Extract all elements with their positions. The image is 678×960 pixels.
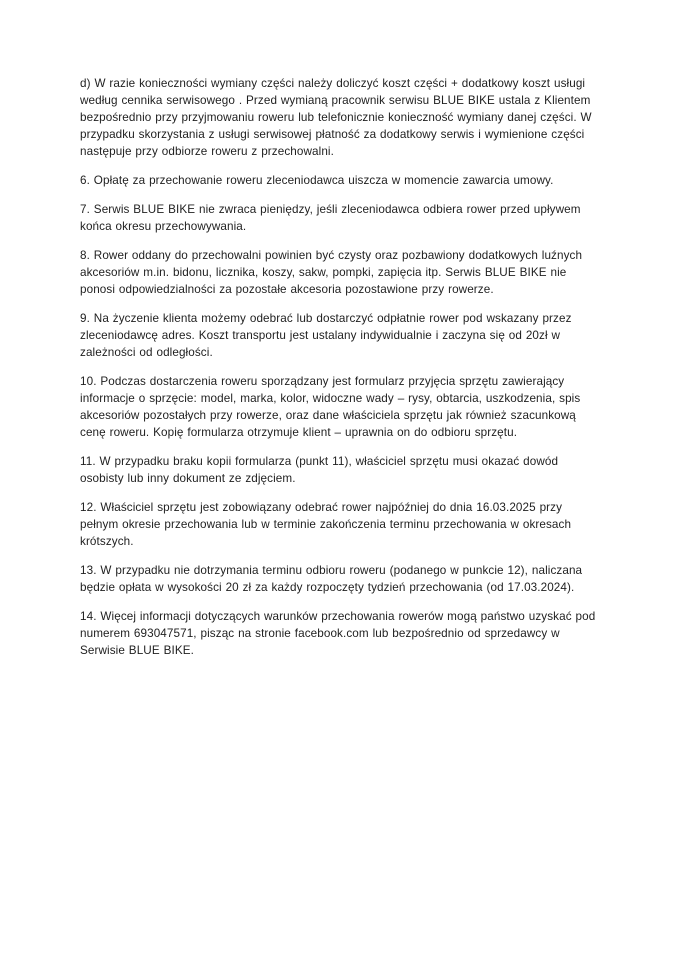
paragraph-11: 11. W przypadku braku kopii formularza (punkt 11), właściciel sprzętu musi okazać dowód osobisty lub inny dokument ze zdjęciem.	[80, 455, 559, 485]
paragraph-13: 13. W przypadku nie dotrzymania terminu odbioru roweru (podanego w punkcie 12), naliczana będzie opłata w wysokości 20 zł za każdy rozpoczęty tydzień przechowania (od 17.03.2024).	[80, 564, 583, 594]
paragraph-9: 9. Na życzenie klienta możemy odebrać lub dostarczyć odpłatnie rower pod wskazany przez zleceniodawcę adres. Koszt transportu jest ustalany indywidualnie i zaczyna się od 20zł w zależności od odległości.	[80, 312, 572, 359]
paragraph-d: d) W razie konieczności wymiany części należy doliczyć koszt części + dodatkowy koszt usługi według cennika serwisowego . Przed wymianą pracownik serwisu BLUE BIKE ustala z Klientem bezpośrednio przy przyjmowaniu roweru lub telefonicznie konieczność wymiany danej części. W przypadku skorzystania z usługi serwisowej płatność za dodatkowy serwis i wymienione części następuje przy odbiorze roweru z przechowalni.	[80, 77, 592, 158]
document-body	[80, 75, 602, 671]
paragraph-8: 8. Rower oddany do przechowalni powinien być czysty oraz pozbawiony dodatkowych luźnych akcesoriów m.in. bidonu, licznika, koszy, sakw, pompki, zapięcia itp. Serwis BLUE BIKE nie ponosi odpowiedzialności za pozostałe akcesoria pozostawione przy rowerze.	[80, 249, 583, 296]
paragraph-6: 6. Opłatę za przechowanie roweru zleceniodawca uiszcza w momencie zawarcia umowy.	[80, 174, 554, 187]
paragraph-7: 7. Serwis BLUE BIKE nie zwraca pieniędzy, jeśli zleceniodawca odbiera rower przed upływem końca okresu przechowywania.	[80, 203, 581, 233]
paragraph-12: 12. Właściciel sprzętu jest zobowiązany odebrać rower najpóźniej do dnia 16.03.2025 przy pełnym okresie przechowania lub w terminie zakończenia terminu przechowania w okresach krótszych.	[80, 501, 572, 548]
paragraph-14: 14. Więcej informacji dotyczących warunków przechowania rowerów mogą państwo uzyskać pod numerem 693047571, pisząc na stronie facebook.com lub bezpośrednio od sprzedawcy w Serwisie BLUE BIKE.	[80, 610, 596, 657]
paragraph-10: 10. Podczas dostarczenia roweru sporządzany jest formularz przyjęcia sprzętu zawierający informacje o sprzęcie: model, marka, kolor, widoczne wady – rysy, obtarcia, uszkodzenia, spis akcesoriów pozostałych przy rowerze, oraz dane właściciela sprzętu jak również szacunkową cenę roweru. Kopię formularza otrzymuje klient – uprawnia on do odbioru sprzętu.	[80, 375, 581, 439]
